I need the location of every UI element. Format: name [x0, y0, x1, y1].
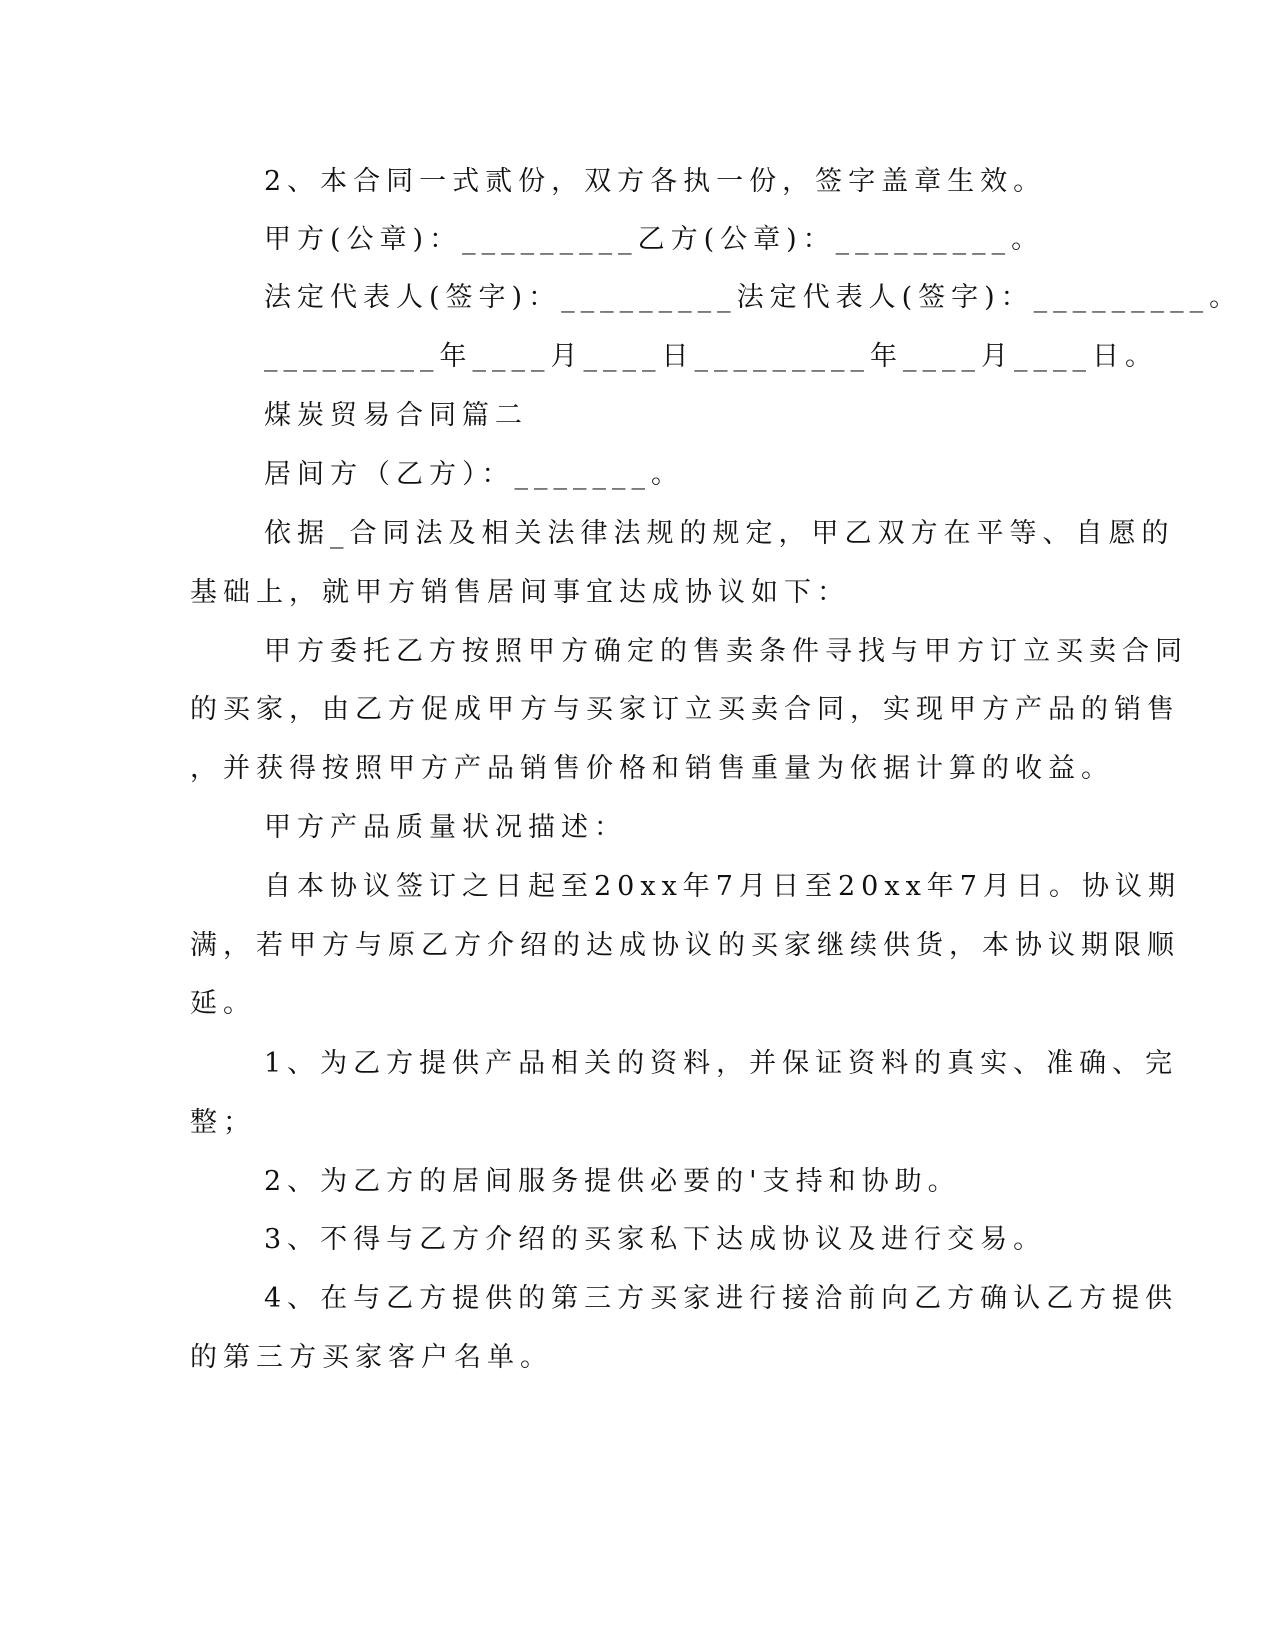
paragraph-line: 整；	[190, 1107, 256, 1138]
paragraph-line: 满，若甲方与原乙方介绍的达成协议的买家继续供货，本协议期限顺	[190, 930, 1180, 961]
paragraph-line: 法定代表人(签字)：_________法定代表人(签字)：_________。	[264, 282, 1243, 313]
paragraph-line: 的第三方买家客户名单。	[190, 1342, 553, 1373]
paragraph-line: 依据_合同法及相关法律法规的规定，甲乙双方在平等、自愿的	[264, 518, 1175, 549]
paragraph-line: 4、在与乙方提供的第三方买家进行接洽前向乙方确认乙方提供	[264, 1283, 1179, 1314]
paragraph-line: 甲方产品质量状况描述：	[264, 812, 627, 843]
paragraph-line: 3、不得与乙方介绍的买家私下达成协议及进行交易。	[264, 1224, 1047, 1255]
paragraph-line: 延。	[190, 988, 256, 1019]
paragraph-line: ，并获得按照甲方产品销售价格和销售重量为依据计算的收益。	[190, 753, 1114, 784]
paragraph-line: 甲方(公章)：_________乙方(公章)：_________。	[264, 224, 1045, 255]
paragraph-line: 自本协议签订之日起至20xx年7月日至20xx年7月日。协议期	[264, 871, 1181, 902]
paragraph-line: 1、为乙方提供产品相关的资料，并保证资料的真实、准确、完	[264, 1048, 1179, 1079]
section-heading: 煤炭贸易合同篇二	[264, 400, 528, 431]
paragraph-line: 的买家，由乙方促成甲方与买家订立买卖合同，实现甲方产品的销售	[190, 694, 1180, 725]
paragraph-line: 甲方委托乙方按照甲方确定的售卖条件寻找与甲方订立买卖合同	[264, 636, 1188, 667]
paragraph-line: 居间方（乙方）：_______。	[264, 459, 684, 490]
paragraph-line: 2、为乙方的居间服务提供必要的'支持和协助。	[264, 1166, 961, 1197]
paragraph-line: _________年____月____日_________年____月____日。	[264, 341, 1158, 372]
paragraph-line: 基础上，就甲方销售居间事宜达成协议如下：	[190, 577, 850, 608]
paragraph-line: 2、本合同一式贰份，双方各执一份，签字盖章生效。	[264, 166, 1047, 197]
